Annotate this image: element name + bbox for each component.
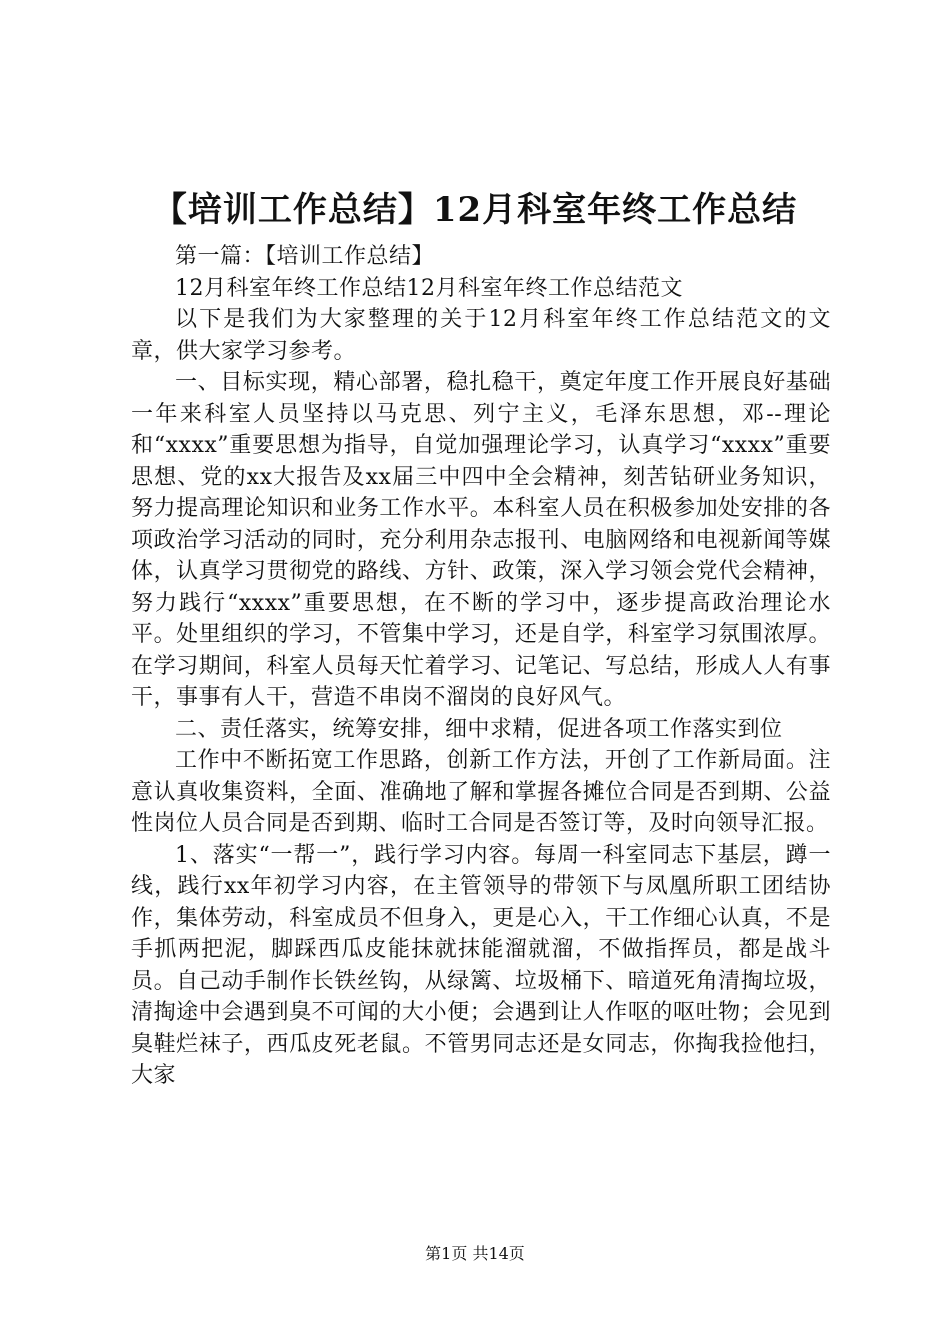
paragraph: 工作中不断拓宽工作思路，创新工作方法，开创了工作新局面。注意认真收集资料，全面、准确地了解和掌握各摊位合同是否到期、公益性岗位人员合同是否到期、临时工合同是否签订等，及时向领导汇报。 xyxy=(131,748,831,836)
paragraph: 二、责任落实，统筹安排，细中求精，促进各项工作落实到位 xyxy=(175,716,783,742)
document-title: 【培训工作总结】12月科室年终工作总结 xyxy=(152,190,798,230)
document-body xyxy=(131,241,831,1092)
page-footer: 第1页 共14页 xyxy=(425,1244,525,1263)
section-heading: 第一篇：【培训工作总结】 xyxy=(175,244,435,269)
paragraph: 1、落实“一帮一”，践行学习内容。每周一科室同志下基层，蹲一线，践行xx年初学习内容，在主管领导的带领下与凤凰所职工团结协作，集体劳动，科室成员不但身入，更是心入，干工作细心认真，不是手抓两把泥，脚踩西瓜皮能抹就抹能溜就溜，不做指挥员，都是战斗员。自己动手制作长铁丝钩，从绿篱、垃圾桶下、暗道死角清掏垃圾，清掏途中会遇到臭不可闻的大小便；会遇到让人作呕的呕吐物；会见到臭鞋烂袜子，西瓜皮死老鼠。不管男同志还是女同志，你掏我捡他扫，大家 xyxy=(131,842,831,1088)
paragraph: 12月科室年终工作总结12月科室年终工作总结范文 xyxy=(175,275,683,301)
paragraph: 一、目标实现，精心部署，稳扎稳干，奠定年度工作开展良好基础一年来科室人员坚持以马克思、列宁主义，毛泽东思想，邓--理论和“xxxx”重要思想为指导，自觉加强理论学习，认真学习“xxxx”重要思想、党的xx大报告及xx届三中四中全会精神，刻苦钻研业务知识，努力提高理论知识和业务工作水平。本科室人员在积极参加处安排的各项政治学习活动的同时，充分利用杂志报刊、电脑网络和电视新闻等媒体，认真学习贯彻党的路线、方针、政策，深入学习领会党代会精神，努力践行“xxxx”重要思想，在不断的学习中，逐步提高政治理论水平。处里组织的学习，不管集中学习，还是自学，科室学习氛围浓厚。在学习期间，科室人员每天忙着学习、记笔记、写总结，形成人人有事干，事事有人干，营造不串岗不溜岗的良好风气。 xyxy=(131,370,831,710)
paragraph: 以下是我们为大家整理的关于12月科室年终工作总结范文的文章，供大家学习参考。 xyxy=(131,307,831,364)
